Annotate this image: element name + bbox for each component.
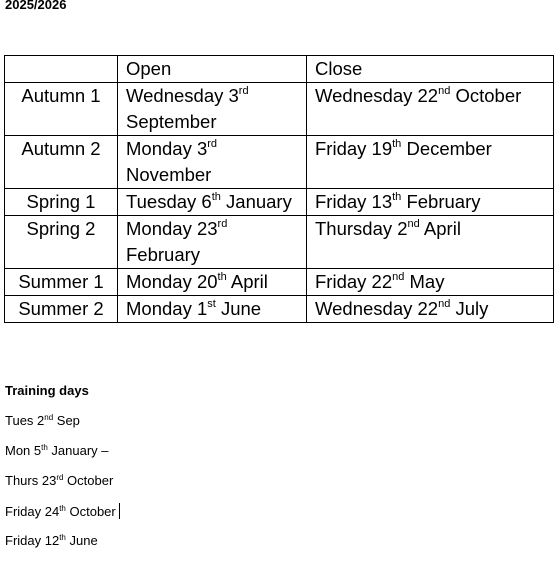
close-date-cell [307,269,554,296]
ordinal-suffix: nd [438,84,451,97]
open-date-cell [118,296,307,323]
open-date-cell [118,269,307,296]
date-suffix: February [126,244,201,265]
date-suffix: January [220,191,292,212]
ordinal-suffix: nd [438,297,451,310]
date-suffix: October [63,473,114,488]
ordinal-suffix: st [207,297,216,310]
date-suffix: July [450,298,489,319]
date-prefix: Tuesday 6 [126,191,212,212]
date-prefix: Tues 2 [5,413,45,428]
close-date-cell [307,296,554,323]
date-suffix: June [65,533,98,548]
date-suffix: Sep [53,413,80,428]
date-prefix: Wednesday 22 [315,298,439,319]
date-suffix: October [65,504,116,519]
year-heading: 2025/2026 [5,0,67,12]
close-date-cell [307,216,554,269]
date-prefix: Friday 19 [315,138,393,159]
date-suffix: June [215,298,262,319]
text-cursor [119,503,120,519]
training-day-item [5,503,120,533]
training-day-item [5,443,120,473]
ordinal-suffix: rd [56,472,64,482]
ordinal-suffix: th [59,503,66,513]
header-cell-close: Close [307,56,554,83]
date-prefix: Monday 1 [126,298,208,319]
table-row [5,136,554,189]
ordinal-suffix: th [41,442,48,452]
date-suffix: May [404,271,445,292]
date-prefix: Wednesday 3 [126,85,239,106]
date-prefix: Wednesday 22 [315,85,439,106]
ordinal-suffix: rd [238,84,249,97]
term-name-cell: Autumn 1 [5,83,118,136]
open-date-cell [118,83,307,136]
table-header-row [5,56,554,83]
date-suffix: September [126,111,217,132]
ordinal-suffix: th [211,190,221,203]
date-prefix: Friday 22 [315,271,393,292]
term-name-cell: Summer 1 [5,269,118,296]
date-suffix: February [401,191,481,212]
date-prefix: Thurs 23 [5,473,57,488]
date-prefix: Friday 12 [5,533,60,548]
open-date-cell [118,216,307,269]
training-days-section [5,383,120,563]
training-days-heading: Training days [5,383,89,398]
ordinal-suffix: th [59,532,66,542]
ordinal-suffix: nd [44,412,54,422]
header-cell-term [5,56,118,83]
date-prefix: Mon 5 [5,443,42,458]
term-name-cell: Autumn 2 [5,136,118,189]
term-name-cell: Spring 2 [5,216,118,269]
open-date-cell [118,189,307,216]
date-suffix: April [226,271,268,292]
close-date-cell [307,136,554,189]
date-prefix: Monday 23 [126,218,218,239]
ordinal-suffix: th [217,270,227,283]
close-date-cell [307,189,554,216]
term-name-cell: Summer 2 [5,296,118,323]
table-row [5,216,554,269]
training-day-item [5,413,120,443]
open-date-cell [118,136,307,189]
date-prefix: Friday 13 [315,191,393,212]
training-day-item [5,533,120,563]
date-prefix: Thursday 2 [315,218,408,239]
table-row [5,83,554,136]
ordinal-suffix: nd [392,270,405,283]
ordinal-suffix: th [392,190,402,203]
table-row [5,296,554,323]
date-suffix: April [419,218,461,239]
training-day-item [5,473,120,503]
term-name-cell: Spring 1 [5,189,118,216]
table-row [5,189,554,216]
ordinal-suffix: rd [217,217,228,230]
date-prefix: Friday 24 [5,504,60,519]
date-suffix: December [401,138,492,159]
date-prefix: Monday 3 [126,138,208,159]
ordinal-suffix: rd [207,137,218,150]
date-suffix: November [126,164,212,185]
close-date-cell [307,83,554,136]
table-row [5,269,554,296]
header-cell-open: Open [118,56,307,83]
date-suffix: October [450,85,522,106]
ordinal-suffix: th [392,137,402,150]
date-suffix: January – [47,443,109,458]
date-prefix: Monday 20 [126,271,218,292]
ordinal-suffix: nd [407,217,420,230]
term-dates-table [4,55,554,323]
